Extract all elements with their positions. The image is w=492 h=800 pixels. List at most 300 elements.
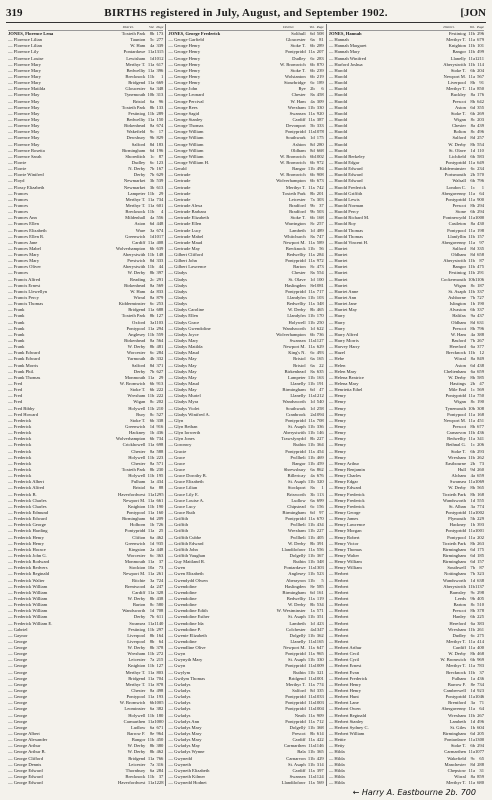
entry-name: — Gwladys May	[168, 743, 200, 749]
entry-page: 677	[477, 424, 484, 429]
entry-district: Pontypridd	[285, 706, 306, 712]
entry-page: 161	[316, 589, 324, 595]
entry-page: 1009	[314, 663, 324, 669]
entry-page: 293	[477, 448, 484, 454]
entry-volume: 6b	[310, 43, 315, 49]
entry-page: 774	[316, 681, 324, 687]
column-header-d: District.	[283, 25, 295, 29]
entry-district: Pontypool	[447, 227, 466, 233]
entry-volume: 1d	[149, 608, 155, 614]
entry-page: 365	[316, 749, 324, 755]
entry-page: 1124	[314, 774, 324, 780]
entry-name: — Herbert	[328, 583, 349, 589]
entry-page: 316	[156, 761, 164, 767]
entry-page: 225	[477, 614, 484, 620]
entry-district: Stockton	[128, 565, 146, 571]
entry-district: Swansea	[289, 774, 306, 780]
entry-page: 468	[477, 651, 484, 657]
entry-page: 436	[477, 675, 484, 681]
entry-page: 1295	[154, 491, 164, 497]
entry-volume: 11a	[147, 80, 155, 86]
entry-name: — George Henry	[168, 49, 201, 55]
entry-volume: 8a	[310, 368, 315, 374]
entry-name: — Frederick William E.	[8, 620, 53, 626]
entry-district: Alcham	[451, 473, 466, 479]
entry-volume: 9b	[310, 202, 315, 208]
entry-name: — Helen Mary	[328, 368, 357, 374]
entry-name: — Gwynedd Hodnet	[168, 780, 207, 786]
entry-district: W. Derby	[127, 270, 146, 276]
entry-district: Eastbourne	[445, 460, 466, 466]
entry-name: — Grace Dorothy B.	[168, 473, 207, 479]
entry-volume: 8c	[470, 602, 475, 608]
entry-volume: 6c	[470, 632, 475, 638]
entry-volume: 11b	[307, 522, 315, 528]
entry-name: — Harford Joshua	[328, 61, 363, 67]
entry-name: — Griffith Vaughan	[168, 552, 206, 558]
entry-volume: 11a	[308, 712, 315, 718]
entry-district: Aberystwith	[443, 258, 466, 264]
entry-page: 190	[156, 503, 164, 509]
entry-page: 378	[156, 645, 164, 651]
entry-volume: 6a	[470, 368, 475, 374]
entry-page: 1002	[474, 509, 485, 515]
entry-district: Stoke T.	[130, 417, 146, 423]
entry-volume: 8c	[470, 129, 475, 135]
entry-district: Wandsworth	[442, 577, 466, 583]
entry-page: 923	[477, 688, 484, 694]
entry-name: — Henry Frederick	[328, 503, 365, 509]
entry-volume: 11b	[468, 270, 475, 276]
entry-volume: 6b	[310, 159, 315, 165]
entry-page: 493	[316, 350, 324, 356]
entry-name: — Hilda	[328, 761, 345, 767]
entry-volume: 1d	[149, 424, 155, 429]
entry-volume: 11a	[308, 239, 315, 245]
entry-name: — Henry Walter	[328, 552, 360, 558]
entry-volume: 4a	[310, 98, 315, 104]
entry-district: Wolverhampton	[276, 178, 306, 184]
entry-district: Neath	[294, 712, 306, 718]
entry-name: — Gladys Violet	[168, 405, 200, 411]
entry-name: — Grace	[168, 454, 186, 460]
entry-name: — Henry James	[328, 516, 359, 522]
entry-name: — Frederick William	[8, 602, 48, 608]
entry-page: 658	[477, 252, 484, 258]
entry-volume: 11a	[147, 61, 155, 67]
entry-district: Aberystwith	[443, 583, 466, 589]
entry-page: 439	[477, 123, 484, 129]
entry-page: 496	[477, 129, 484, 135]
entry-page: 335	[477, 245, 484, 251]
entry-district: Wrexham	[448, 712, 466, 718]
entry-district: Newport M.	[122, 497, 146, 503]
entry-name: — Frederick Walter	[8, 577, 45, 583]
entry-volume: 11a	[308, 737, 315, 743]
entry-volume: 11b	[307, 479, 315, 485]
entry-volume: 8b	[149, 313, 155, 319]
entry-district: Toxteth Park	[121, 104, 146, 110]
entry-volume: 8b	[149, 104, 155, 110]
entry-name: — Gertrude Elizabeth	[168, 215, 209, 221]
entry-name: — Herbert	[328, 577, 349, 583]
entry-district: Bridgend	[128, 675, 146, 681]
entry-page: 766	[156, 755, 164, 761]
entry-volume: 7b	[470, 338, 475, 344]
entry-name: — Frederick William	[8, 595, 48, 601]
entry-name: — Florence May	[8, 141, 40, 147]
entry-page: 508	[316, 31, 324, 36]
entry-volume: 6b	[470, 153, 475, 159]
entry-name: — Frederick	[8, 442, 32, 448]
entry-page: 303	[316, 196, 324, 202]
entry-volume: 6c	[149, 159, 155, 165]
entry-page: 97	[479, 239, 484, 245]
entry-volume: 8c	[470, 116, 475, 122]
entry-name: — George Edward	[8, 774, 43, 780]
entry-page: 1046	[474, 694, 485, 700]
entry-name: — Henry	[328, 430, 346, 436]
entry-page: 796	[477, 178, 484, 184]
entry-name: — George Stanley	[168, 116, 203, 122]
entry-page: 91	[479, 80, 484, 86]
entry-name: — Gladys Matilda	[168, 344, 203, 350]
entry-page: 414	[477, 638, 484, 644]
entry-district: Bedwellty	[286, 252, 306, 258]
entry-district: Stoke T.	[450, 110, 466, 116]
entry-page: 297	[156, 626, 164, 632]
entry-page: 88	[158, 485, 164, 491]
entry-name: — Frederick George	[8, 522, 46, 528]
entry-volume: 8b	[310, 190, 315, 196]
entry-district: Abergavenny	[441, 239, 466, 245]
entry-district: Stoke T.	[290, 67, 306, 73]
entry-name: — Herbert	[328, 638, 349, 644]
page-title: BIRTHS registered in July, August, and September 1902.	[104, 7, 388, 19]
entry-name: — Goronwy	[168, 442, 192, 448]
entry-name: — George Rees	[168, 104, 198, 110]
entry-volume: 8b	[310, 436, 315, 442]
entry-volume: 6b	[470, 110, 475, 116]
entry-name: — Gladys	[168, 295, 188, 301]
entry-volume: 8a	[470, 92, 475, 98]
entry-district: Pontypridd	[445, 694, 466, 700]
entry-name: — Henry	[328, 442, 346, 448]
entry-volume: 11a	[147, 528, 155, 534]
entry-page: 534	[316, 602, 324, 608]
entry-name: — Herbert	[328, 626, 349, 632]
entry-name: — Herbert Cyril	[328, 657, 360, 663]
entry-page: 1033	[314, 694, 324, 700]
entry-volume: 11b	[147, 405, 155, 411]
entry-page: 459	[316, 460, 324, 466]
entry-page: 803	[156, 669, 164, 675]
entry-page: 37	[479, 669, 484, 675]
entry-page: 44	[158, 264, 164, 270]
entry-volume: 11a	[468, 534, 475, 540]
entry-volume: 8d	[149, 258, 155, 264]
entry-district: Barton	[132, 602, 146, 608]
entry-volume: 8b	[310, 540, 315, 546]
entry-name: — Glyn Jones	[168, 436, 195, 442]
entry-page: 160	[156, 509, 164, 515]
entry-name: — Harold Edward	[328, 178, 363, 184]
entry-name: — Henry Edgar	[328, 479, 358, 485]
entry-page: 523	[316, 571, 324, 577]
entry-volume: 11b	[307, 669, 315, 675]
entry-district: W. Derby	[287, 602, 306, 608]
entry-district: Holywell	[288, 319, 306, 325]
entry-page: 309	[316, 98, 324, 104]
entry-district: W. Derby	[127, 749, 146, 755]
entry-district: Anglesey	[288, 571, 306, 577]
entry-name: — Hannah Mary	[328, 49, 360, 55]
entry-name: — George Percival	[168, 98, 204, 104]
entry-district: Pontypridd	[285, 718, 306, 724]
entry-volume: 8a	[149, 338, 155, 344]
entry-page: 1347	[314, 626, 324, 632]
entry-district: Cheltenham	[443, 368, 466, 374]
entry-page: 1003	[314, 700, 324, 706]
entry-name: — Gwylym	[168, 669, 191, 675]
entry-district: Birmingham	[442, 552, 466, 558]
entry-district: W. Bromwich	[280, 159, 306, 165]
entry-volume: 11a	[308, 767, 315, 773]
entry-district: Chester	[131, 448, 146, 454]
entry-page: 320	[316, 479, 324, 485]
entry-district: Derby	[133, 172, 146, 178]
entry-page: 180	[156, 712, 164, 718]
entry-district: Dudley	[452, 632, 466, 638]
entry-page: 909	[316, 712, 324, 718]
entry-volume: 4a	[310, 626, 315, 632]
entry-volume: 11b	[307, 454, 315, 460]
entry-district: Pontypridd	[285, 448, 306, 454]
entry-district: Pontypool	[447, 411, 466, 417]
entry-page: 429	[316, 755, 324, 761]
entry-district: Wigan	[453, 282, 466, 288]
entry-name: — Harold Percy	[328, 209, 359, 215]
entry-volume: 6b	[470, 448, 475, 454]
entry-page: 229	[477, 516, 484, 522]
entry-page: 222	[156, 387, 164, 393]
entry-page: 190	[477, 399, 484, 405]
entry-page: 64	[158, 638, 164, 644]
entry-name: — Gwyneth Elizabeth	[168, 767, 210, 773]
entry-page: 284	[316, 252, 324, 258]
entry-page: 774	[477, 503, 484, 509]
entry-district: Dolgellÿ	[289, 724, 306, 730]
entry-name: — Gladys Mary	[168, 338, 199, 344]
entry-volume: 1d	[149, 55, 155, 61]
entry-district: Bedwellty	[126, 67, 146, 73]
entry-name: JONES, George Frederick	[168, 31, 221, 36]
entry-district: Carnarvon	[446, 430, 466, 436]
entry-name: — George William	[168, 141, 204, 147]
entry-page: 423	[316, 620, 324, 626]
entry-district: Ritchie	[132, 577, 146, 583]
entry-volume: 11b	[147, 774, 155, 780]
entry-district: Liverpool	[127, 632, 146, 638]
entry-name: — Frances Ellen	[8, 221, 39, 227]
entry-name: — Frederick	[8, 454, 32, 460]
register-columns	[6, 24, 486, 786]
entry-district: Salford	[131, 362, 146, 368]
entry-district: Ashton	[292, 141, 306, 147]
entry-name: — George	[8, 724, 28, 730]
entry-name: — Gladys Joyce	[168, 331, 199, 337]
entry-district: St. Asaph	[448, 288, 466, 294]
entry-district: Holywell	[128, 712, 146, 718]
entry-volume: 8b	[470, 485, 475, 491]
entry-volume: 11a	[468, 215, 475, 221]
entry-page: 499	[477, 49, 484, 55]
entry-volume: 3a	[149, 227, 155, 233]
entry-volume: 8d	[149, 141, 155, 147]
entry-name: — Harriet Anne	[328, 288, 359, 294]
entry-district: Kingston	[128, 546, 146, 552]
entry-name: — George William	[168, 129, 204, 135]
entry-page: 833	[156, 288, 164, 294]
entry-page: 829	[156, 135, 164, 141]
entry-volume: 11b	[468, 61, 475, 67]
entry-page: 6	[321, 86, 324, 92]
entry-page: 294	[477, 743, 484, 749]
entry-page: 972	[316, 258, 324, 264]
entry-name: — Gwendoline Edith	[168, 608, 208, 614]
entry-district: Birmingham	[442, 731, 466, 737]
entry-page: 1017	[154, 233, 164, 239]
entry-name: — Gladys Muriel	[168, 393, 201, 399]
entry-name: — George Henry	[168, 43, 201, 49]
entry-volume: 6c	[310, 350, 315, 356]
entry-district: Wigan	[453, 116, 466, 122]
entry-district: Liverpool	[447, 80, 466, 86]
entry-volume: 11a	[147, 202, 155, 208]
entry-name: — Florrie	[8, 159, 27, 165]
entry-volume: 11a	[147, 669, 155, 675]
entry-district: Wirral	[133, 295, 146, 301]
entry-volume: 11a	[147, 589, 155, 595]
entry-district: Basford	[451, 338, 466, 344]
entry-volume: 6d	[310, 31, 315, 36]
entry-name: — Hilda	[328, 780, 345, 786]
entry-volume: 11a	[468, 780, 475, 786]
entry-district: Newport M.	[443, 417, 466, 423]
entry-name: — Glyn Iorwerth	[168, 430, 201, 436]
entry-name: — Harold Edward	[328, 166, 363, 172]
entry-volume: 8e	[310, 282, 315, 288]
entry-page: 475	[477, 264, 484, 270]
entry-name: — Gladys Myra	[168, 399, 199, 405]
entry-page: 908	[316, 172, 324, 178]
entry-name: — Francis Ernest	[8, 282, 41, 288]
entry-volume: 11b	[468, 583, 475, 589]
entry-district: Oldham	[290, 147, 306, 153]
entry-volume: 11b	[468, 454, 475, 460]
entry-volume: 11a	[147, 307, 155, 313]
entry-volume: 11b	[468, 712, 475, 718]
entry-name: — Hetty	[328, 743, 345, 749]
entry-volume: 11a	[308, 780, 315, 786]
entry-district: Halifax	[452, 313, 466, 319]
entry-page: 71	[479, 700, 484, 706]
entry-name: — Hebe	[328, 356, 345, 362]
entry-district: Wandsworth	[122, 608, 146, 614]
entry-name: — Harold Frederick	[328, 184, 366, 190]
entry-district: Brecknock	[125, 209, 146, 215]
entry-volume: 11b	[468, 43, 475, 49]
entry-page: 1303	[314, 565, 324, 571]
entry-name: — Gladys Maud	[168, 350, 199, 356]
entry-name: — Frank	[8, 307, 25, 313]
entry-name: — Gladys	[168, 270, 188, 276]
entry-district: Leicester	[128, 761, 146, 767]
entry-volume: 11a	[308, 344, 315, 350]
entry-page: 163	[316, 374, 324, 380]
entry-volume: 4a	[149, 43, 155, 49]
entry-page: 567	[477, 73, 484, 79]
entry-district: Wolverhampton	[115, 436, 146, 442]
entry-page: 100	[316, 276, 324, 282]
entry-page: 489	[316, 227, 324, 233]
entry-volume: 11b	[468, 258, 475, 264]
entry-district: Tynemouth	[445, 405, 466, 411]
entry-page: 168	[316, 215, 324, 221]
entry-name: — Herbert Lane	[328, 700, 359, 706]
entry-volume: 11b	[307, 571, 315, 577]
entry-name: — Harry Alfred	[328, 331, 358, 337]
entry-page: 405	[316, 534, 324, 540]
entry-page: 1	[161, 73, 164, 79]
entry-district: St. Olave	[288, 276, 306, 282]
entry-name: — George William	[168, 147, 204, 153]
entry-name: — Henry	[328, 417, 346, 423]
entry-name: — Guy Maitland R.	[168, 559, 206, 565]
entry-volume: 11b	[307, 104, 315, 110]
entry-volume: 11b	[307, 724, 315, 730]
entry-volume: 7b	[470, 565, 475, 571]
entry-district: Holywell	[128, 454, 146, 460]
entry-page: 639	[156, 245, 164, 251]
entry-volume: 8a	[310, 233, 315, 239]
entry-name: — George	[8, 645, 28, 651]
entry-name: — Hannah	[328, 37, 349, 43]
entry-name: — George Henry	[168, 80, 201, 86]
entry-name: — Gladys May	[168, 374, 197, 380]
entry-volume: 8b	[149, 645, 155, 651]
entry-district: Festiniog	[448, 31, 466, 36]
entry-page: 436	[477, 430, 484, 436]
entry-page: 571	[156, 460, 164, 466]
entry-volume: 7a	[149, 657, 155, 663]
entry-volume: 11b	[307, 460, 315, 466]
entry-district: Cardiff	[132, 589, 146, 595]
entry-volume: 11a	[308, 288, 315, 294]
entry-name: — Gladys Winifred A.	[168, 411, 210, 417]
entry-district: Newport M.	[283, 239, 306, 245]
entry-page: 670	[316, 516, 324, 522]
entry-district: Llandilofawr	[281, 546, 306, 552]
entry-name: — Gladys May	[168, 368, 197, 374]
entry-name: — Grace	[168, 460, 186, 466]
entry-page: 170	[316, 313, 324, 319]
entry-district: Barrow F.	[127, 731, 146, 737]
entry-name: — Gwyneth Kilmer	[168, 774, 206, 780]
entry-volume: 9b	[149, 135, 155, 141]
entry-volume: 7a	[310, 196, 315, 202]
entry-page: 110	[477, 147, 484, 153]
